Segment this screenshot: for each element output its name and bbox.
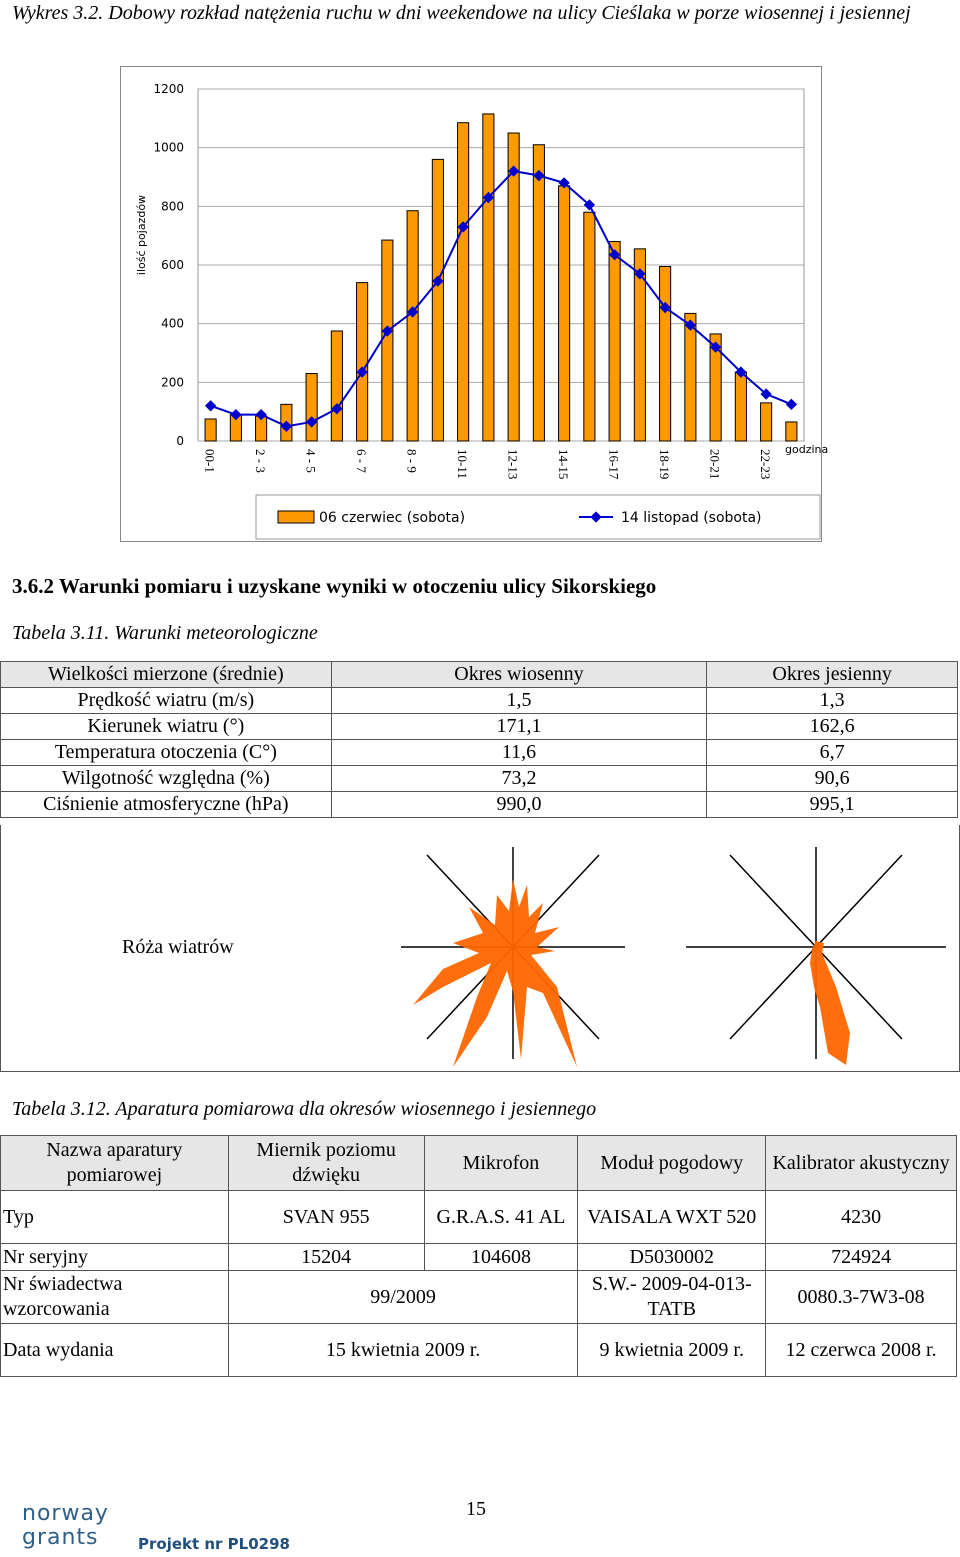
- x-tick-label: 4 - 5: [303, 449, 319, 473]
- bar: [735, 372, 746, 441]
- bar: [660, 266, 671, 441]
- meteo-cell: 11,6: [331, 740, 707, 766]
- meteo-cell: 90,6: [707, 766, 958, 792]
- meteo-cell: 1,5: [331, 688, 707, 714]
- meteo-cell: 171,1: [331, 714, 707, 740]
- equipment-header-cell: Kalibrator akustyczny: [766, 1136, 957, 1191]
- equipment-cell: Data wydania: [1, 1324, 229, 1377]
- bar: [357, 283, 368, 441]
- bar: [382, 240, 393, 441]
- x-tick-label: 16-17: [606, 449, 622, 480]
- y-tick-label: 600: [161, 258, 184, 272]
- project-number: Projekt nr PL0298: [138, 1535, 290, 1553]
- meteo-cell: Ciśnienie atmosferyczne (hPa): [1, 792, 332, 818]
- equipment-cell: SVAN 955: [228, 1191, 424, 1244]
- equipment-cell: 0080.3-7W3-08: [766, 1271, 957, 1324]
- bar: [205, 419, 216, 441]
- equipment-cell: 9 kwietnia 2009 r.: [578, 1324, 766, 1377]
- equipment-row: [1, 1271, 957, 1324]
- equipment-header-cell: Nazwa aparatury pomiarowej: [1, 1136, 229, 1191]
- bar: [786, 422, 797, 441]
- equipment-row: [1, 1191, 957, 1244]
- table-312-caption: Tabela 3.12. Aparatura pomiarowa dla okresów wiosennego i jesiennego: [12, 1098, 597, 1120]
- equipment-cell: 4230: [766, 1191, 957, 1244]
- bar: [609, 242, 620, 441]
- meteo-row: [1, 792, 958, 818]
- meteo-header-row: [1, 662, 958, 688]
- equipment-cell: Typ: [1, 1191, 229, 1244]
- equipment-cell: 99/2009: [228, 1271, 578, 1324]
- y-tick-label: 200: [161, 375, 184, 390]
- logo-line2: grants: [22, 1525, 99, 1550]
- line-series: [211, 171, 792, 426]
- meteo-cell: Temperatura otoczenia (C°): [1, 740, 332, 766]
- equipment-cell: G.R.A.S. 41 AL: [424, 1191, 578, 1244]
- equipment-table: [0, 1135, 957, 1377]
- table-311-caption: Tabela 3.11. Warunki meteorologiczne: [12, 622, 318, 644]
- equipment-cell: Nr seryjny: [1, 1244, 229, 1271]
- legend-label: 06 czerwiec (sobota): [319, 510, 466, 526]
- equipment-header-row: [1, 1136, 957, 1191]
- line-marker: [786, 399, 797, 410]
- meteo-cell: 1,3: [707, 688, 958, 714]
- equipment-row: [1, 1244, 957, 1271]
- y-tick-label: 400: [161, 316, 184, 331]
- y-tick-label: 1000: [153, 140, 184, 155]
- bar: [483, 114, 494, 441]
- meteo-cell: Kierunek wiatru (°): [1, 714, 332, 740]
- equipment-header-cell: Moduł pogodowy: [578, 1136, 766, 1191]
- bar: [559, 186, 570, 441]
- legend-label: 14 listopad (sobota): [621, 510, 762, 526]
- equipment-cell: 724924: [766, 1244, 957, 1271]
- meteo-row: [1, 688, 958, 714]
- section-heading: 3.6.2 Warunki pomiaru i uzyskane wyniki w otoczeniu ulicy Sikorskiego: [12, 574, 657, 598]
- meteo-row: [1, 766, 958, 792]
- meteo-cell: 6,7: [707, 740, 958, 766]
- wind-rose-autumn: [686, 847, 946, 1065]
- y-tick-label: 0: [176, 434, 184, 448]
- y-tick-label: 1200: [153, 82, 184, 96]
- meteo-header-cell: Okres wiosenny: [331, 662, 707, 688]
- x-tick-label: 20-21: [707, 449, 723, 480]
- meteo-row: [1, 714, 958, 740]
- bar: [508, 133, 519, 441]
- equipment-header-cell: Miernik poziomu dźwięku: [228, 1136, 424, 1191]
- legend-bar-swatch: [278, 511, 314, 523]
- x-tick-label: 2 - 3: [253, 449, 269, 473]
- bar: [584, 212, 595, 441]
- meteo-cell: 995,1: [707, 792, 958, 818]
- bar: [407, 211, 418, 441]
- x-tick-label: 8 - 9: [404, 449, 420, 473]
- y-axis-label: ilość pojazdów: [135, 194, 148, 276]
- equipment-cell: 15204: [228, 1244, 424, 1271]
- wind-rose-spring: [401, 847, 625, 1067]
- x-tick-label: 10-11: [455, 449, 471, 479]
- equipment-cell: D5030002: [578, 1244, 766, 1271]
- equipment-row: [1, 1324, 957, 1377]
- bar: [432, 159, 443, 441]
- chart-frame: [120, 66, 829, 542]
- norway-grants-logo: [22, 1502, 109, 1550]
- logo-line1: norway: [22, 1501, 109, 1526]
- meteo-cell: 162,6: [707, 714, 958, 740]
- meteo-cell: Wilgotność względna (%): [1, 766, 332, 792]
- equipment-cell: VAISALA WXT 520: [578, 1191, 766, 1244]
- equipment-cell: Nr świadectwa wzorcowania: [1, 1271, 229, 1324]
- meteo-cell: 990,0: [331, 792, 707, 818]
- x-tick-label: 12-13: [505, 449, 521, 480]
- meteo-header-cell: Okres jesienny: [707, 662, 958, 688]
- line-marker: [205, 400, 216, 411]
- x-tick-label: 22-23: [758, 449, 774, 480]
- x-tick-label: 14-15: [556, 449, 572, 480]
- x-tick-label: 00-1: [202, 449, 218, 473]
- bar: [761, 403, 772, 441]
- bar: [685, 313, 696, 441]
- equipment-header-cell: Mikrofon: [424, 1136, 578, 1191]
- equipment-cell: 12 czerwca 2008 r.: [766, 1324, 957, 1377]
- x-axis-label: godzina: [785, 443, 829, 456]
- x-tick-label: 6 - 7: [354, 449, 370, 473]
- bar: [458, 123, 469, 441]
- meteo-cell: 73,2: [331, 766, 707, 792]
- meteo-cell: Prędkość wiatru (m/s): [1, 688, 332, 714]
- meteo-row: [1, 740, 958, 766]
- y-tick-label: 800: [161, 199, 184, 214]
- bar: [306, 374, 317, 441]
- meteo-table: [0, 661, 958, 818]
- x-tick-label: 18-19: [657, 449, 673, 480]
- page-number: 15: [466, 1498, 486, 1520]
- bar: [533, 145, 544, 441]
- traffic-chart: [121, 67, 829, 541]
- wind-rose-label: Róża wiatrów: [122, 936, 234, 958]
- equipment-cell: 104608: [424, 1244, 578, 1271]
- equipment-cell: S.W.- 2009-04-013-TATB: [578, 1271, 766, 1324]
- meteo-header-cell: Wielkości mierzone (średnie): [1, 662, 332, 688]
- bar: [331, 331, 342, 441]
- equipment-cell: 15 kwietnia 2009 r.: [228, 1324, 578, 1377]
- figure-caption: Wykres 3.2. Dobowy rozkład natężenia ruchu w dni weekendowe na ulicy Cieślaka w porze wiosennej i jesiennej: [12, 2, 911, 24]
